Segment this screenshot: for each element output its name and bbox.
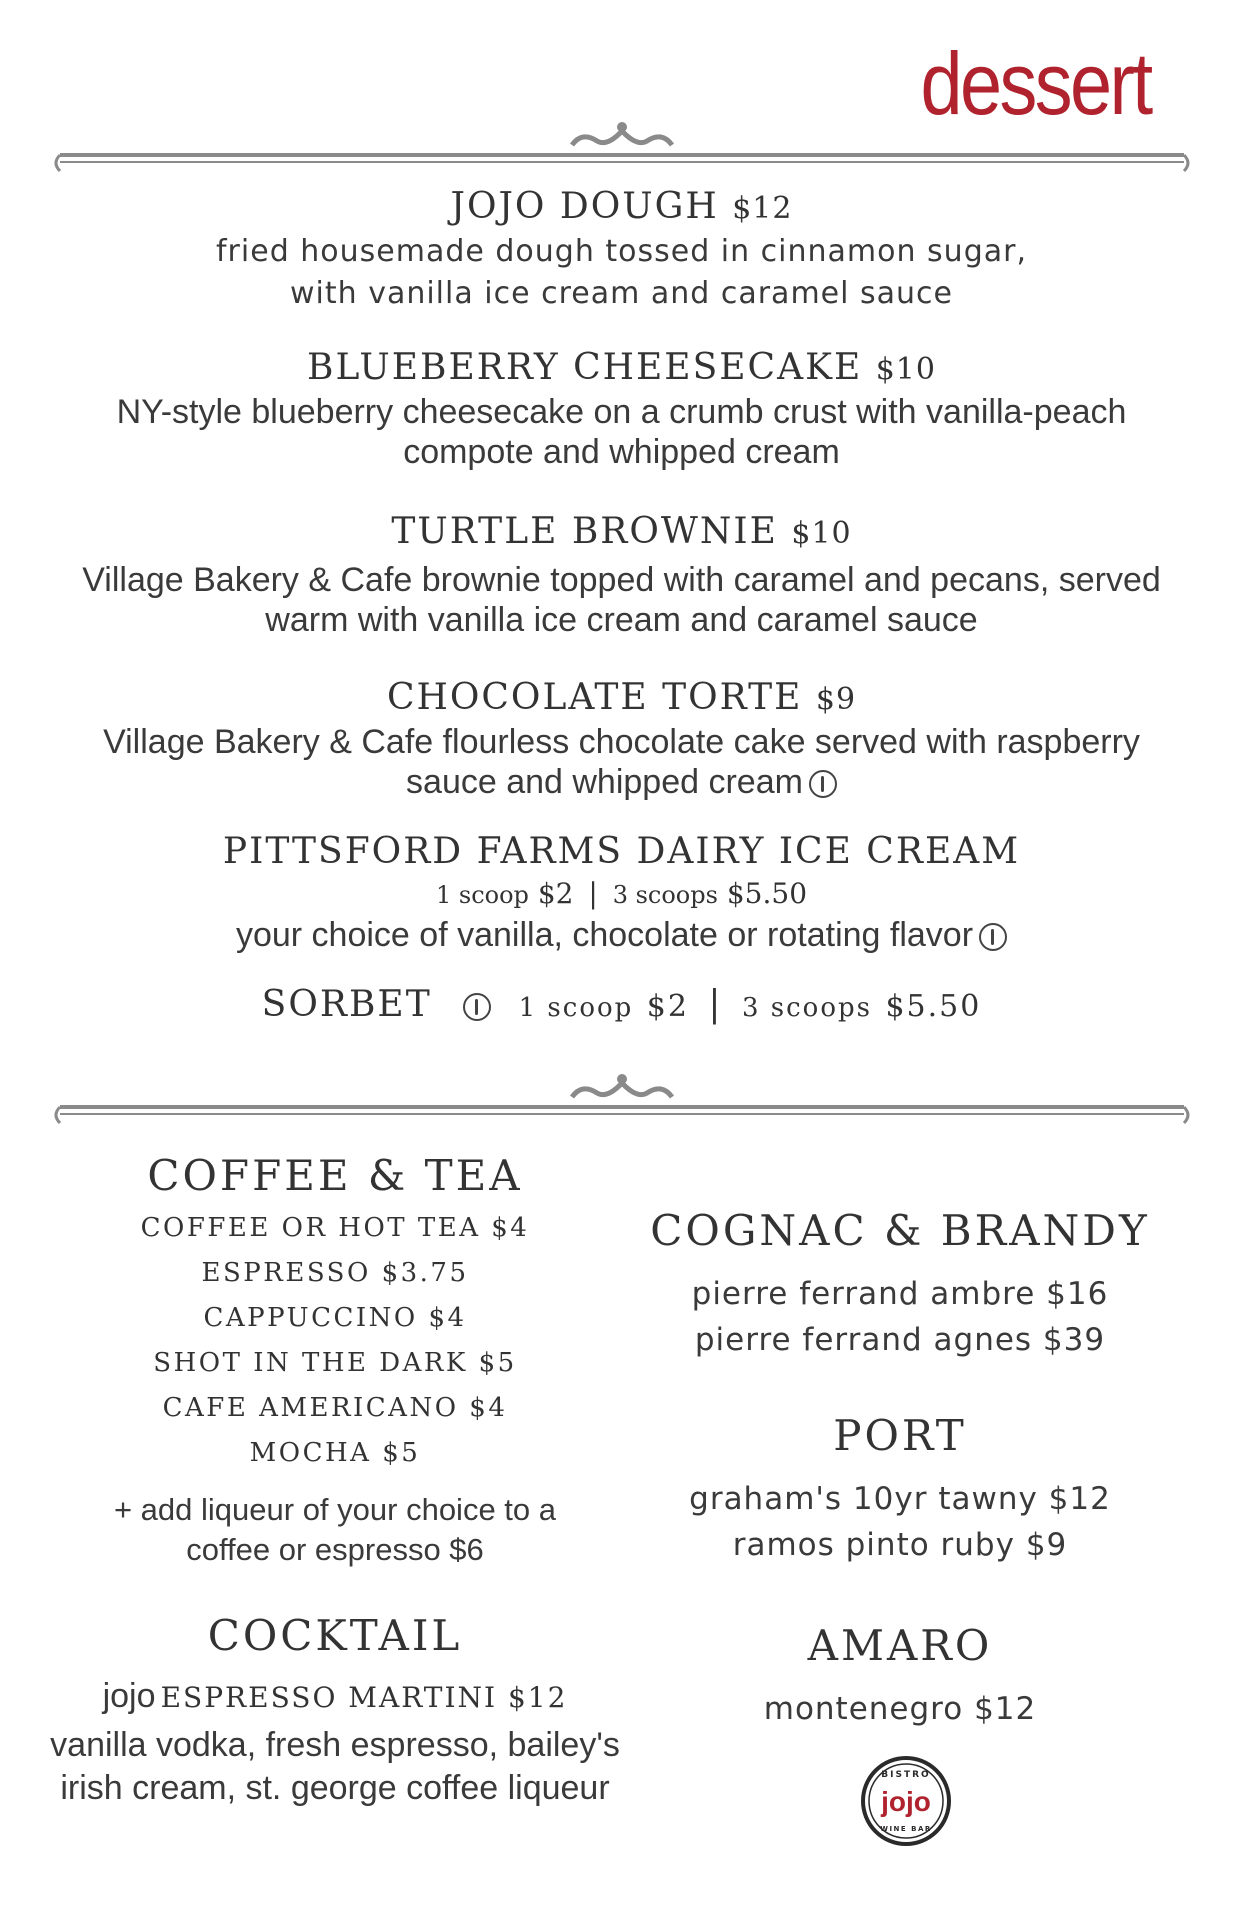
ice-cream-item: PITTSFORD FARMS DAIRY ICE CREAM 1 scoop $2 | 3 scoops $5.50 your choice of vanilla, chocolate or rotating flavor <box>0 830 1243 955</box>
menu-item: ramos pinto ruby $9 <box>732 1527 1068 1563</box>
amaro-section <box>640 1620 1160 1732</box>
menu-item: SHOT IN THE DARK $5 <box>153 1348 517 1378</box>
dish-description: warm with vanilla ice cream and caramel sauce <box>265 601 978 639</box>
menu-item: pierre ferrand agnes $39 <box>694 1322 1106 1358</box>
section-heading: COFFEE & TEA <box>147 1151 523 1200</box>
dish-description: sauce and whipped cream <box>406 763 803 801</box>
ornamental-divider <box>52 115 1192 185</box>
jojo-logo <box>860 1755 952 1847</box>
dish-description: NY-style blueberry cheesecake on a crumb crust with vanilla-peach <box>116 393 1127 431</box>
scoop-price: $5.50 <box>885 989 982 1024</box>
logo-top-text: BISTRO <box>881 1770 931 1780</box>
menu-item: montenegro $12 <box>763 1691 1037 1727</box>
gluten-free-icon <box>979 923 1007 951</box>
dish-name: BLUEBERRY CHEESECAKE <box>307 347 863 388</box>
logo-name: jojo <box>881 1786 931 1817</box>
dish-name: TURTLE BROWNIE <box>391 511 778 552</box>
dessert-item <box>0 676 1243 802</box>
dish-name: CHOCOLATE TORTE <box>386 677 803 718</box>
cocktail-section <box>30 1610 640 1810</box>
menu-item: COFFEE OR HOT TEA $4 <box>140 1213 530 1243</box>
gluten-free-icon <box>809 770 837 798</box>
cocktail-description: irish cream, st. george coffee liqueur <box>60 1769 610 1807</box>
scoop-price: $2 <box>646 989 689 1024</box>
dish-name: SORBET <box>261 984 432 1025</box>
gluten-free-icon <box>463 993 491 1021</box>
logo-bottom-text: WINE BAR <box>880 1825 932 1833</box>
dish-description: Village Bakery & Cafe brownie topped with caramel and pecans, served <box>82 561 1161 599</box>
dish-price: $10 <box>791 516 852 551</box>
section-heading: AMARO <box>807 1621 993 1670</box>
scoop-label: 1 scoop <box>518 993 634 1023</box>
brand-word: jojo <box>102 1677 156 1715</box>
dish-description: with vanilla ice cream and caramel sauce <box>290 276 953 311</box>
menu-item: MOCHA $5 <box>249 1438 421 1468</box>
scoop-price: $2 <box>537 877 574 910</box>
dessert-item <box>0 510 1243 640</box>
dish-description: Village Bakery & Cafe flourless chocolate cake served with raspberry <box>103 723 1140 761</box>
ornamental-divider <box>52 1067 1192 1137</box>
menu-item: CAPPUCCINO $4 <box>203 1303 467 1333</box>
menu-item: CAFE AMERICANO $4 <box>162 1393 508 1423</box>
cocktail-name: ESPRESSO MARTINI $12 <box>160 1681 568 1714</box>
scoop-price: $5.50 <box>726 877 808 910</box>
cocktail-description: vanilla vodka, fresh espresso, bailey's <box>50 1726 620 1764</box>
menu-item: ESPRESSO $3.75 <box>201 1258 469 1288</box>
cognac-section <box>640 1205 1160 1363</box>
dish-name: JOJO DOUGH <box>450 186 719 227</box>
dish-description: your choice of vanilla, chocolate or rotating flavor <box>235 916 974 954</box>
dish-description: compote and whipped cream <box>403 433 840 471</box>
sorbet-item: SORBET 1 scoop $2 | 3 scoops $5.50 <box>261 984 982 1025</box>
section-heading: COGNAC & BRANDY <box>650 1206 1150 1255</box>
dish-description: fried housemade dough tossed in cinnamon sugar, <box>216 234 1027 269</box>
dish-price: $12 <box>732 191 793 226</box>
scoop-label: 3 scoops <box>612 881 718 909</box>
liqueur-note: + add liqueur of your choice to a <box>113 1492 557 1527</box>
dish-price: $10 <box>875 352 936 387</box>
dessert-item <box>0 346 1243 472</box>
liqueur-note: coffee or espresso $6 <box>186 1532 484 1567</box>
menu-item: graham's 10yr tawny $12 <box>689 1481 1111 1517</box>
dessert-item <box>0 185 1243 315</box>
scoop-label: 1 scoop <box>435 881 529 909</box>
section-heading: COCKTAIL <box>207 1611 463 1660</box>
dish-name: PITTSFORD FARMS DAIRY ICE CREAM <box>222 831 1021 872</box>
scoop-label: 3 scoops <box>741 993 872 1023</box>
port-section <box>640 1410 1160 1568</box>
dish-price: $9 <box>815 682 857 717</box>
menu-item: pierre ferrand ambre $16 <box>691 1276 1109 1312</box>
section-heading: PORT <box>833 1411 967 1460</box>
coffee-tea-section <box>40 1150 630 1570</box>
page-title: dessert <box>920 34 1151 133</box>
